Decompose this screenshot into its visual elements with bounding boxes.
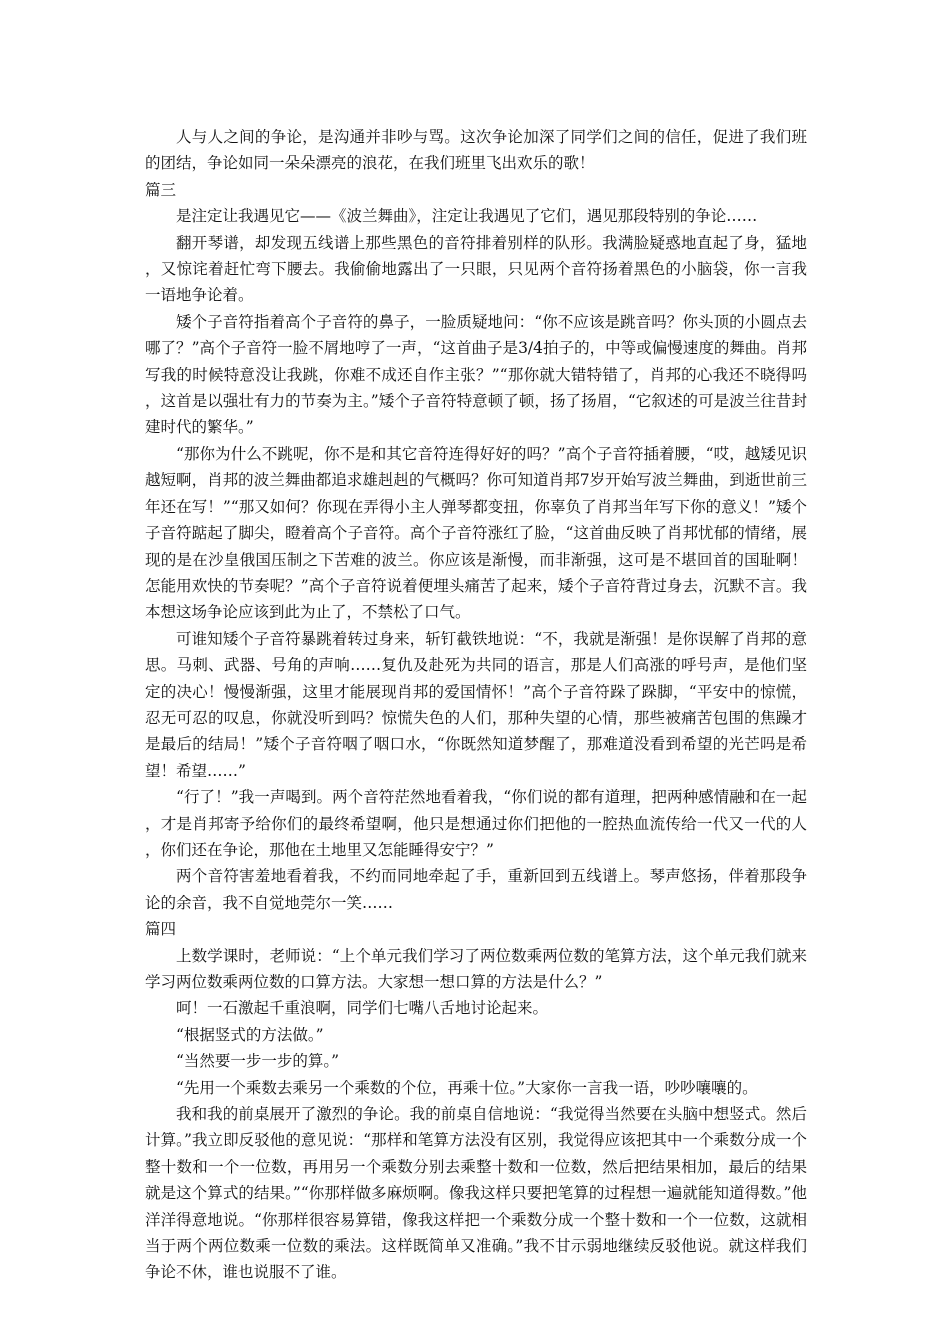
- paragraph: 是注定让我遇见它——《波兰舞曲》，注定让我遇见了它们，遇见那段特别的争论……: [176, 207, 758, 226]
- section-heading: 篇四: [145, 920, 177, 939]
- paragraph: 上数学课时，老师说：“上个单元我们学习了两位数乘两位数的笔算方法，这个单元我们就来学习两位数乘两位数的口算方法。大家想一想口算的方法是什么？”: [145, 946, 807, 991]
- section-heading: 篇三: [145, 180, 177, 199]
- paragraph: 呵！一石激起千重浪啊，同学们七嘴八舌地讨论起来。: [176, 999, 549, 1018]
- document-page: [145, 124, 807, 1286]
- paragraph: “根据竖式的方法做。”: [176, 1025, 324, 1044]
- paragraph: 可谁知矮个子音符暴跳着转过身来，斩钉截铁地说：“不，我就是渐强！是你误解了肖邦的意思。马刺、武器、号角的声响……复仇及赴死为共同的语言，那是人们高涨的呼号声，是他们坚定的决心！慢慢渐强，这里才能展现肖邦的爱国情怀！”高个子音符跺了跺脚，“平安中的惊慌，忍无可忍的叹息，你就没听到吗？惊慌失色的人们，那种失望的心情，那些被痛苦包围的焦躁才是最后的结局！”矮个子音符咽了咽口水，“你既然知道梦醒了，那难道没看到希望的光芒吗是希望！希望……”: [145, 629, 807, 780]
- paragraph: 翻开琴谱，却发现五线谱上那些黑色的音符排着别样的队形。我满脸疑惑地直起了身，猛地，又惊诧着赶忙弯下腰去。我偷偷地露出了一只眼，只见两个音符扬着黑色的小脑袋，你一言我一语地争论着。: [145, 233, 807, 305]
- paragraph: 两个音符害羞地看着我，不约而同地牵起了手，重新回到五线谱上。琴声悠扬，伴着那段争论的余音，我不自觉地莞尔一笑……: [145, 867, 807, 912]
- paragraph: 人与人之间的争论，是沟通并非吵与骂。这次争论加深了同学们之间的信任，促进了我们班的团结，争论如同一朵朵漂亮的浪花，在我们班里飞出欢乐的歌！: [145, 128, 807, 173]
- paragraph: “当然要一步一步的算。”: [176, 1052, 340, 1071]
- paragraph: “那你为什么不跳呢，你不是和其它音符连得好好的吗？”高个子音符插着腰，“哎，越矮见识越短啊，肖邦的波兰舞曲都追求雄赳赳的气概吗？你可知道肖邦7岁开始写波兰舞曲，到逝世前三年还在写！”“那又如何？你现在弄得小主人弹琴都变扭，你辜负了肖邦当年写下你的意义！”矮个子音符踮起了脚尖，瞪着高个子音符。高个子音符涨红了脸，“这首曲反映了肖邦忧郁的情绪，展现的是在沙皇俄国压制之下苦难的波兰。你应该是渐慢，而非渐强，这可是不堪回首的国耻啊！怎能用欢快的节奏呢？”高个子音符说着便埋头痛苦了起来，矮个子音符背过身去，沉默不言。我本想这场争论应该到此为止了，不禁松了口气。: [145, 444, 807, 622]
- paragraph: 矮个子音符指着高个子音符的鼻子，一脸质疑地问：“你不应该是跳音吗？你头顶的小圆点去哪了？”高个子音符一脸不屑地哼了一声，“这首曲子是3/4拍子的，中等或偏慢速度的舞曲。肖邦写我的时候特意没让我跳，你难不成还自作主张？”“那你就大错特错了，肖邦的心我还不晓得吗，这首是以强壮有力的节奏为主。”矮个子音符特意顿了顿，扬了扬眉，“它叙述的可是波兰往昔封建时代的繁华。”: [145, 312, 807, 437]
- paragraph: “行了！”我一声喝到。两个音符茫然地看着我，“你们说的都有道理，把两种感情融和在一起，才是肖邦寄予给你们的最终希望啊，他只是想通过你们把他的一腔热血流传给一代又一代的人，你们还在争论，那他在土地里又怎能睡得安宁？”: [145, 788, 807, 859]
- paragraph: “先用一个乘数去乘另一个乘数的个位，再乘十位。”大家你一言我一语，吵吵嚷嚷的。: [176, 1078, 758, 1097]
- paragraph: 我和我的前桌展开了激烈的争论。我的前桌自信地说：“我觉得当然要在头脑中想竖式。然后计算。”我立即反驳他的意见说：“那样和笔算方法没有区别，我觉得应该把其中一个乘数分成一个整十数和一个一位数，再用另一个乘数分别去乘整十数和一位数，然后把结果相加，最后的结果就是这个算式的结果。”“你那样做多麻烦啊。像我这样只要把笔算的过程想一遍就能知道得数。”他洋洋得意地说。“你那样很容易算错，像我这样把一个乘数分成一个整十数和一个一位数，这就相当于两个两位数乘一位数的乘法。这样既简单又准确。”我不甘示弱地继续反驳他说。就这样我们争论不休，谁也说服不了谁。: [145, 1105, 807, 1282]
